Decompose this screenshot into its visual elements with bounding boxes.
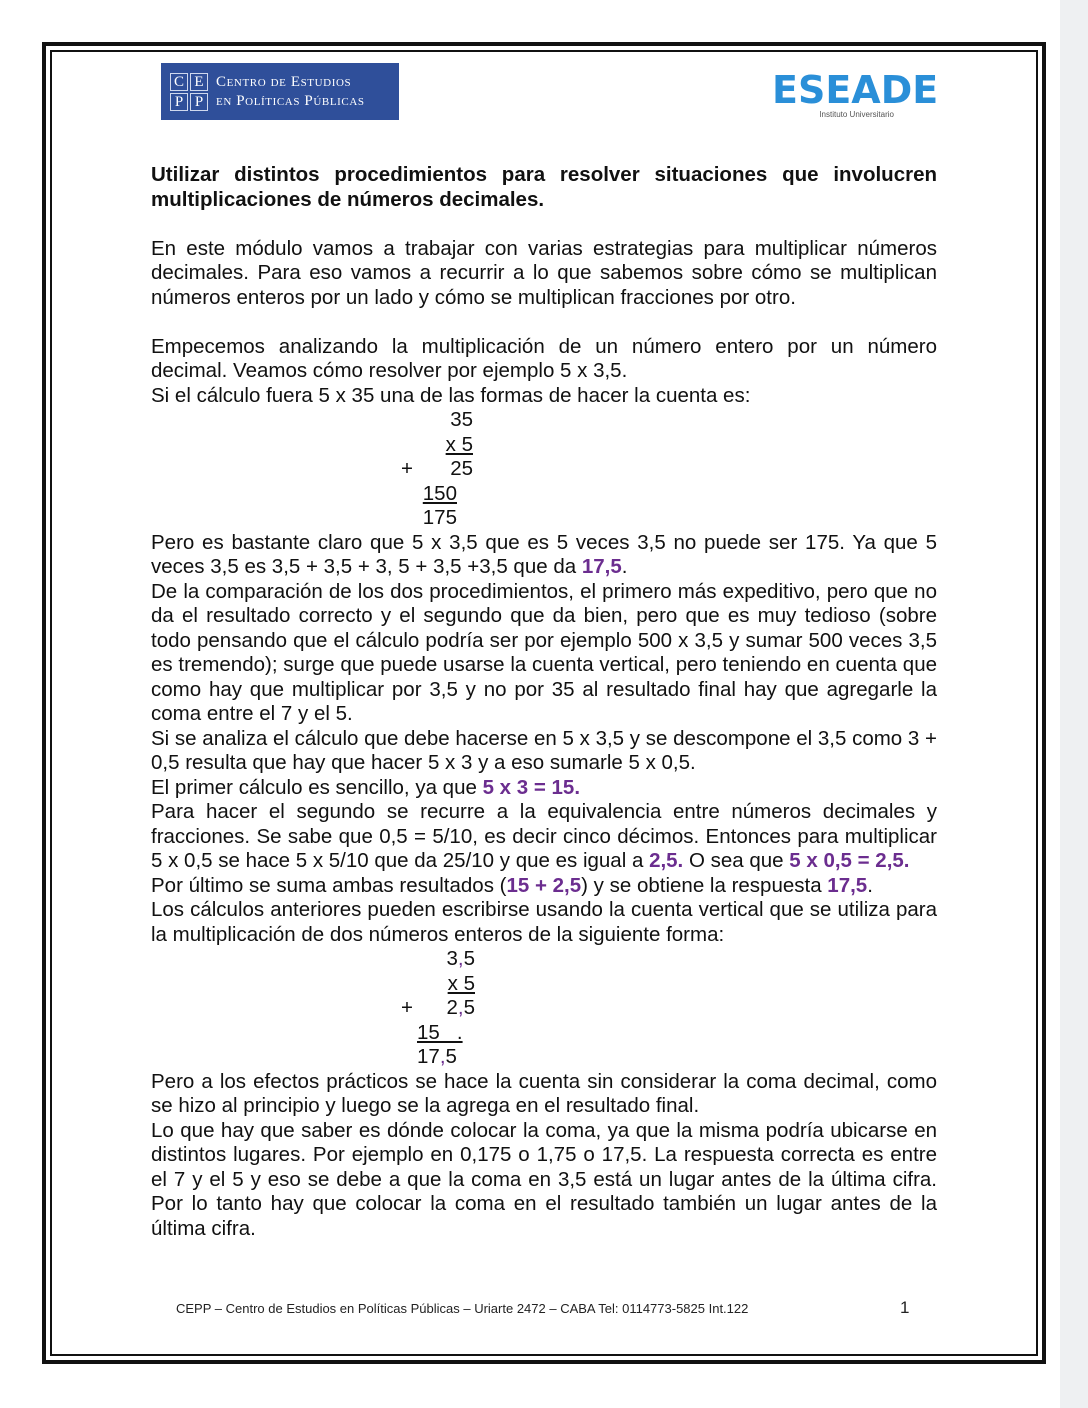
text-run: El primer cálculo es sencillo, ya que — [151, 775, 483, 799]
cepp-logo-mark — [170, 73, 208, 111]
document-body — [151, 163, 937, 1241]
paragraph — [151, 531, 937, 580]
plus-sign: + — [401, 996, 413, 1019]
decimal-comma: , — [439, 1045, 446, 1068]
cepp-logo — [161, 63, 399, 120]
highlighted-result: 15 + 2,5 — [506, 873, 582, 897]
document-title: Utilizar distintos procedimientos para resolver situaciones que involucren multiplicaciones de números decimales. — [151, 163, 937, 211]
digit: 3 — [446, 947, 458, 970]
paragraph: Empecemos analizando la multiplicación de un número entero por un número decimal. Veamos cómo resolver por ejemplo 5 x 3,5. — [151, 334, 937, 382]
paragraph: Si se analiza el cálculo que debe hacerse en 5 x 3,5 y se descompone el 3,5 como 3 + 0,5 resulta que hay que hacer 5 x 3 y a eso sumarle 5 x 0,5. — [151, 726, 937, 774]
eseade-logo-subtitle: Instituto Universitario — [819, 110, 894, 119]
highlighted-result: 17,5 — [827, 873, 868, 897]
text-run: Por último se suma ambas resultados ( — [151, 873, 507, 897]
text-run: O sea que — [683, 849, 790, 872]
paragraph: De la comparación de los dos procedimientos, el primero más expeditivo, pero que no da el resultado correcto y el segundo que da bien, pero que es muy tedioso (sobre todo pensando que el cálculo podría ser por ejemplo 500 x 3,5 y sumar 500 veces 3,5 es tremendo); surge que puede usarse la cuenta vertical, pero teniendo en cuenta que como hay que multiplicar por 3,5 y no por 35 al resultado final hay que agregarle la coma entre el 7 y el 5. — [151, 579, 937, 725]
decimal-comma: , — [457, 996, 464, 1019]
digit: 5 — [463, 996, 475, 1019]
highlighted-result: 5 x 3 = 15. — [482, 775, 581, 799]
cepp-logo-letter: E — [190, 73, 208, 91]
eseade-logo — [772, 68, 939, 122]
cepp-logo-line1: Centro de Estudios — [216, 73, 352, 90]
paragraph: Los cálculos anteriores pueden escribirse usando la cuenta vertical que se utiliza para la multiplicación de dos números enteros de la siguiente forma: — [151, 898, 937, 946]
calc-row: 15 . — [417, 1020, 463, 1044]
text-run: . — [867, 873, 873, 897]
highlighted-result: 17,5 — [581, 555, 622, 578]
cepp-logo-letter: P — [190, 93, 208, 111]
calc-row — [417, 1045, 461, 1070]
cepp-logo-line2: en Políticas Públicas — [216, 92, 365, 109]
paragraph — [151, 776, 937, 801]
decimal-comma: , — [457, 947, 464, 970]
calc-row: 175 — [422, 506, 457, 529]
calc-row: x 5 — [447, 971, 475, 995]
text-run: Para hacer el segundo se recurre a la equivalencia entre números decimales y fracciones. Se sabe que 0,5 = 5/10, es decir cinco décimos. Entonces para multiplicar 5 x 0,5 se hace 5 x 5/10 que da 25/10 y que es igual a — [151, 800, 937, 872]
highlighted-result: 2,5. — [649, 849, 684, 872]
cepp-logo-letter: P — [170, 93, 188, 111]
highlighted-result: 5 x 0,5 = 2,5. — [789, 849, 910, 872]
paragraph: Lo que hay que saber es dónde colocar la coma, ya que la misma podría ubicarse en distintos lugares. Por ejemplo en 0,175 o 1,75 o 17,5. La respuesta correcta es entre el 7 y el 5 y eso se debe a que la coma en 3,5 está un lugar antes de la última cifra. Por lo tanto hay que colocar la coma en el resultado también un lugar antes de la última cifra. — [151, 1118, 937, 1240]
calc-row — [425, 947, 475, 972]
calc-row: 150 — [422, 481, 457, 505]
paragraph — [151, 874, 937, 899]
vertical-calculation-decimal — [401, 947, 521, 1070]
paragraph: Si el cálculo fuera 5 x 35 una de las formas de hacer la cuenta es: — [151, 383, 751, 407]
digit: 2 — [446, 996, 458, 1019]
text-run: . — [621, 555, 628, 578]
page-footer: CEPP – Centro de Estudios en Políticas Públicas – Uriarte 2472 – CABA Tel: 0114773-5825 Int.122 — [176, 1301, 749, 1316]
digit: 17 — [417, 1045, 440, 1068]
eseade-logo-name: ESEADE — [772, 68, 939, 112]
paragraph: Pero a los efectos prácticos se hace la cuenta sin considerar la coma decimal, como se hizo al principio y luego se la agrega en el resultado final. — [151, 1069, 937, 1117]
cepp-logo-text — [216, 73, 365, 111]
page-number: 1 — [900, 1298, 910, 1317]
paragraph — [151, 800, 937, 874]
calc-row: x 5 — [445, 432, 473, 456]
text-run: Pero es bastante claro que 5 x 3,5 que es 5 veces 3,5 no puede ser 175. Ya que 5 veces 3,5 es 3,5 + 3,5 + 3, 5 + 3,5 +3,5 que da — [151, 530, 937, 578]
digit: 5 — [463, 947, 475, 970]
calc-row: 35 — [450, 408, 473, 431]
calc-row — [425, 996, 475, 1021]
text-run: ) y se obtiene la respuesta — [581, 873, 828, 897]
digit: 5 — [445, 1045, 457, 1068]
plus-sign: + — [401, 457, 413, 480]
vertical-calculation-integer — [401, 408, 521, 531]
cepp-logo-letter: C — [170, 73, 188, 91]
calc-row: 25 — [450, 457, 473, 480]
intro-paragraph: En este módulo vamos a trabajar con varias estrategias para multiplicar números decimales. Para eso vamos a recurrir a lo que sabemos sobre cómo se multiplican números enteros por un lado y cómo se multiplican fracciones por otro. — [151, 236, 937, 309]
